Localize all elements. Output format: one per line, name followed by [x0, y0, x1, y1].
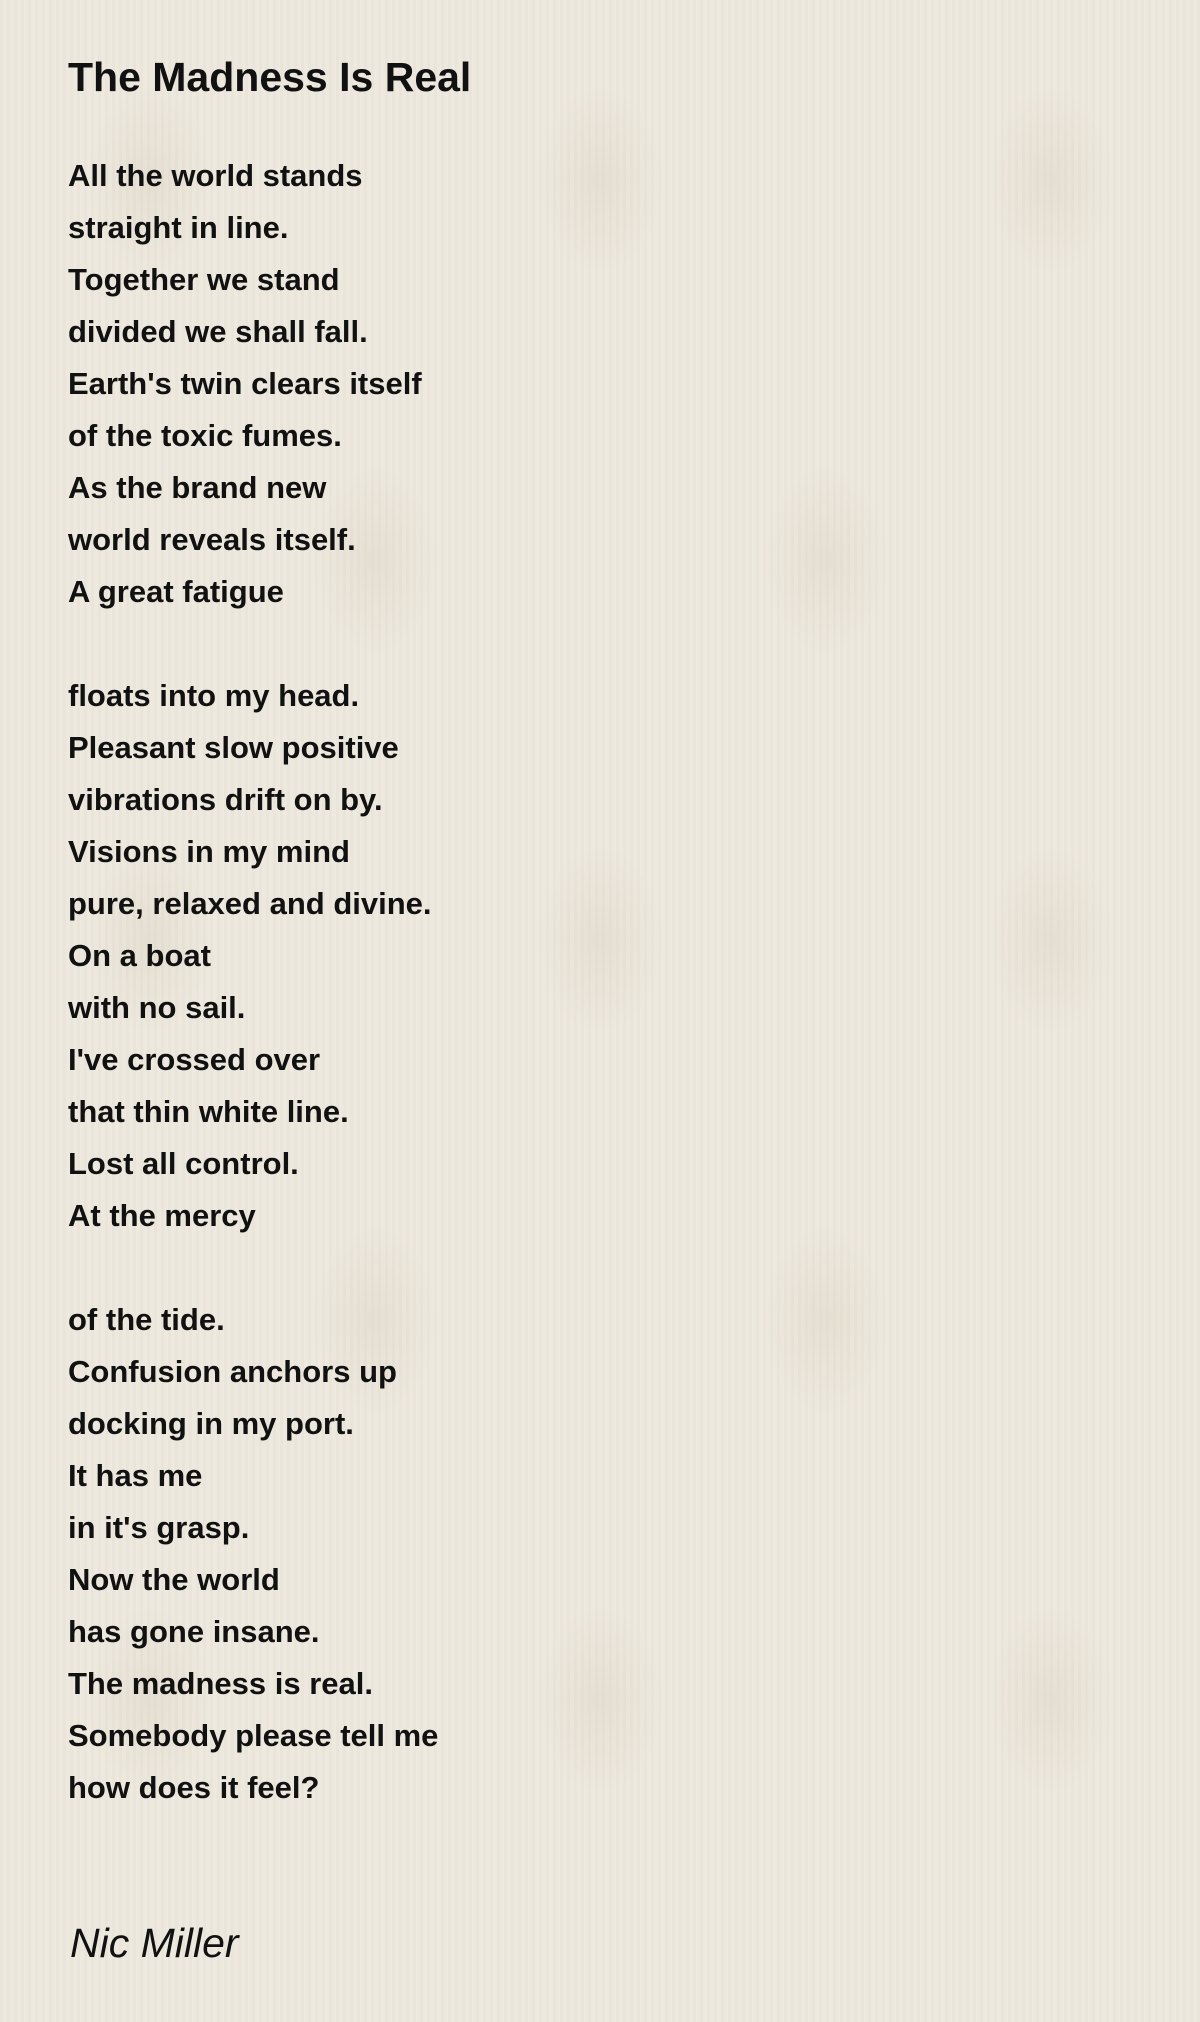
stanza-break — [68, 1242, 1068, 1294]
poem-line: vibrations drift on by. — [68, 782, 383, 817]
poem-line: It has me — [68, 1458, 203, 1493]
poem-line: Earth's twin clears itself — [68, 366, 422, 401]
stanza-break — [68, 618, 1068, 670]
poem-line: Together we stand — [68, 262, 340, 297]
poem-line: A great fatigue — [68, 574, 284, 609]
poem-line: Visions in my mind — [68, 834, 350, 869]
poem-line: Confusion anchors up — [68, 1354, 397, 1389]
poem-container — [68, 52, 1068, 1814]
poem-line: floats into my head. — [68, 678, 360, 713]
poem-line: pure, relaxed and divine. — [68, 886, 432, 921]
poem-line: Now the world — [68, 1562, 280, 1597]
poem-line: docking in my port. — [68, 1406, 354, 1441]
poem-line: of the tide. — [68, 1302, 225, 1337]
poem-line: straight in line. — [68, 210, 289, 245]
poem-line: All the world stands — [68, 158, 363, 193]
poem-line: The madness is real. — [68, 1666, 373, 1701]
poem-body — [68, 150, 1068, 1814]
poem-line: I've crossed over — [68, 1042, 321, 1077]
poem-line: On a boat — [68, 938, 211, 973]
poem-line: Lost all control. — [68, 1146, 299, 1181]
poem-line: Somebody please tell me — [68, 1718, 439, 1753]
poem-line: that thin white line. — [68, 1094, 349, 1129]
poem-line: in it's grasp. — [68, 1510, 250, 1545]
poem-line: At the mercy — [68, 1198, 256, 1233]
poem-author: Nic Miller — [70, 1920, 239, 1966]
poem-title: The Madness Is Real — [68, 54, 472, 100]
poem-line: has gone insane. — [68, 1614, 320, 1649]
poem-line: with no sail. — [68, 990, 246, 1025]
poem-line: of the toxic fumes. — [68, 418, 342, 453]
poem-line: Pleasant slow positive — [68, 730, 399, 765]
poem-line: world reveals itself. — [68, 522, 356, 557]
poem-line: As the brand new — [68, 470, 327, 505]
poem-line: how does it feel? — [68, 1770, 320, 1805]
poem-line: divided we shall fall. — [68, 314, 368, 349]
